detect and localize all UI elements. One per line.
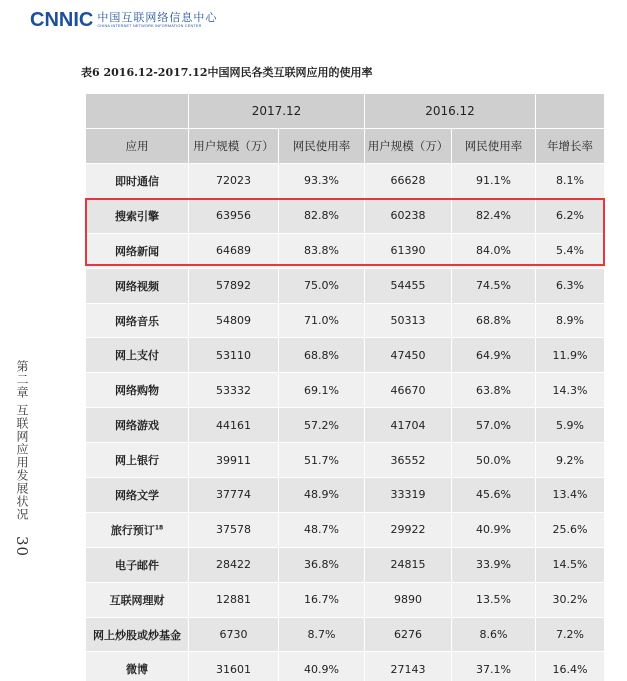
value-cell: 53332	[188, 373, 278, 408]
footnote-marker: 18	[154, 524, 164, 532]
table-row	[86, 199, 604, 234]
value-cell: 16.7%	[278, 583, 364, 618]
value-cell: 50.0%	[451, 443, 535, 478]
value-cell: 64689	[188, 234, 278, 269]
logo-english-name: CHINA INTERNET NETWORK INFORMATION CENTER	[97, 23, 202, 28]
value-cell: 33319	[364, 478, 451, 513]
value-cell: 37578	[188, 513, 278, 548]
value-cell: 8.7%	[278, 618, 364, 653]
app-name-cell	[86, 583, 188, 618]
page-number: 30	[13, 535, 31, 557]
value-cell: 13.5%	[451, 583, 535, 618]
app-name-cell	[86, 304, 188, 339]
value-cell: 16.4%	[535, 652, 604, 681]
logo-chinese-name: 中国互联网络信息中心	[97, 10, 218, 24]
value-cell: 51.7%	[278, 443, 364, 478]
period-header-2017: 2017.12	[188, 94, 364, 129]
app-name: 微博	[126, 663, 148, 677]
value-cell: 63.8%	[451, 373, 535, 408]
app-name: 旅行预订	[110, 523, 155, 537]
column-header-row	[86, 129, 604, 164]
app-name: 网络文学	[115, 488, 159, 502]
value-cell: 31601	[188, 652, 278, 681]
logo-wordmark: CNNIC	[30, 8, 94, 31]
app-name: 网上支付	[115, 349, 159, 363]
value-cell: 46670	[364, 373, 451, 408]
value-cell: 50313	[364, 304, 451, 339]
side-running-header	[3, 360, 31, 557]
app-name: 互联网理财	[109, 593, 165, 607]
value-cell: 61390	[364, 234, 451, 269]
app-name: 网络新闻	[115, 244, 159, 258]
table-row	[86, 408, 604, 443]
value-cell: 13.4%	[535, 478, 604, 513]
app-name-cell	[86, 338, 188, 373]
app-name-cell	[86, 269, 188, 304]
value-cell: 28422	[188, 548, 278, 583]
app-name: 电子邮件	[115, 558, 159, 572]
app-name-cell	[86, 618, 188, 653]
value-cell: 6730	[188, 618, 278, 653]
value-cell: 36552	[364, 443, 451, 478]
table-row	[86, 373, 604, 408]
usage-table	[86, 94, 604, 681]
value-cell: 8.9%	[535, 304, 604, 339]
value-cell: 74.5%	[451, 269, 535, 304]
app-name-cell	[86, 548, 188, 583]
value-cell: 11.9%	[535, 338, 604, 373]
value-cell: 9890	[364, 583, 451, 618]
value-cell: 48.7%	[278, 513, 364, 548]
column-header: 用户规模（万）	[364, 129, 451, 164]
app-name: 网上银行	[115, 454, 159, 468]
app-name: 搜索引擎	[115, 209, 159, 223]
value-cell: 14.3%	[535, 373, 604, 408]
column-header: 用户规模（万）	[188, 129, 278, 164]
value-cell: 82.8%	[278, 199, 364, 234]
value-cell: 6.2%	[535, 199, 604, 234]
app-name-cell	[86, 234, 188, 269]
value-cell: 8.1%	[535, 164, 604, 199]
header-blank	[86, 94, 188, 129]
app-name-cell	[86, 199, 188, 234]
value-cell: 57892	[188, 269, 278, 304]
table-row	[86, 478, 604, 513]
value-cell: 68.8%	[451, 304, 535, 339]
value-cell: 6276	[364, 618, 451, 653]
table-row	[86, 234, 604, 269]
value-cell: 84.0%	[451, 234, 535, 269]
value-cell: 93.3%	[278, 164, 364, 199]
column-header: 年增长率	[535, 129, 604, 164]
value-cell: 64.9%	[451, 338, 535, 373]
value-cell: 54455	[364, 269, 451, 304]
table-row	[86, 513, 604, 548]
table-caption: 表6 2016.12-2017.12中国网民各类互联网应用的使用率	[81, 66, 373, 79]
value-cell: 37.1%	[451, 652, 535, 681]
value-cell: 57.0%	[451, 408, 535, 443]
app-name: 网络购物	[115, 384, 159, 398]
value-cell: 44161	[188, 408, 278, 443]
value-cell: 12881	[188, 583, 278, 618]
table-row	[86, 443, 604, 478]
value-cell: 60238	[364, 199, 451, 234]
value-cell: 36.8%	[278, 548, 364, 583]
table-row	[86, 583, 604, 618]
table-row	[86, 164, 604, 199]
value-cell: 48.9%	[278, 478, 364, 513]
value-cell: 7.2%	[535, 618, 604, 653]
value-cell: 25.6%	[535, 513, 604, 548]
app-name: 网络游戏	[115, 419, 159, 433]
table-row	[86, 304, 604, 339]
app-name: 网络音乐	[115, 314, 159, 328]
value-cell: 47450	[364, 338, 451, 373]
value-cell: 5.4%	[535, 234, 604, 269]
value-cell: 45.6%	[451, 478, 535, 513]
value-cell: 6.3%	[535, 269, 604, 304]
value-cell: 33.9%	[451, 548, 535, 583]
table-row	[86, 338, 604, 373]
value-cell: 83.8%	[278, 234, 364, 269]
app-name-cell	[86, 373, 188, 408]
period-header-row	[86, 94, 604, 129]
value-cell: 40.9%	[278, 652, 364, 681]
table-row	[86, 652, 604, 681]
chapter-title: 第二章 互联网应用发展状况	[15, 360, 29, 521]
value-cell: 68.8%	[278, 338, 364, 373]
app-name-cell	[86, 443, 188, 478]
app-name: 网络视频	[115, 279, 159, 293]
value-cell: 75.0%	[278, 269, 364, 304]
app-name-cell	[86, 652, 188, 681]
value-cell: 72023	[188, 164, 278, 199]
cnnic-logo	[30, 8, 217, 32]
value-cell: 69.1%	[278, 373, 364, 408]
value-cell: 37774	[188, 478, 278, 513]
app-name-cell	[86, 408, 188, 443]
column-header: 网民使用率	[451, 129, 535, 164]
value-cell: 82.4%	[451, 199, 535, 234]
header-blank-right	[535, 94, 604, 129]
value-cell: 53110	[188, 338, 278, 373]
value-cell: 66628	[364, 164, 451, 199]
table-row	[86, 548, 604, 583]
period-header-2016: 2016.12	[364, 94, 535, 129]
app-name-cell	[86, 513, 188, 548]
value-cell: 8.6%	[451, 618, 535, 653]
value-cell: 71.0%	[278, 304, 364, 339]
value-cell: 9.2%	[535, 443, 604, 478]
value-cell: 57.2%	[278, 408, 364, 443]
value-cell: 24815	[364, 548, 451, 583]
app-name: 即时通信	[115, 174, 159, 188]
table-row	[86, 269, 604, 304]
app-name: 网上炒股或炒基金	[93, 628, 181, 642]
value-cell: 39911	[188, 443, 278, 478]
table-row	[86, 618, 604, 653]
value-cell: 41704	[364, 408, 451, 443]
value-cell: 29922	[364, 513, 451, 548]
value-cell: 14.5%	[535, 548, 604, 583]
app-name-cell	[86, 478, 188, 513]
value-cell: 30.2%	[535, 583, 604, 618]
app-name-cell	[86, 164, 188, 199]
value-cell: 27143	[364, 652, 451, 681]
value-cell: 54809	[188, 304, 278, 339]
value-cell: 5.9%	[535, 408, 604, 443]
value-cell: 63956	[188, 199, 278, 234]
column-header: 应用	[86, 129, 188, 164]
value-cell: 40.9%	[451, 513, 535, 548]
column-header: 网民使用率	[278, 129, 364, 164]
value-cell: 91.1%	[451, 164, 535, 199]
